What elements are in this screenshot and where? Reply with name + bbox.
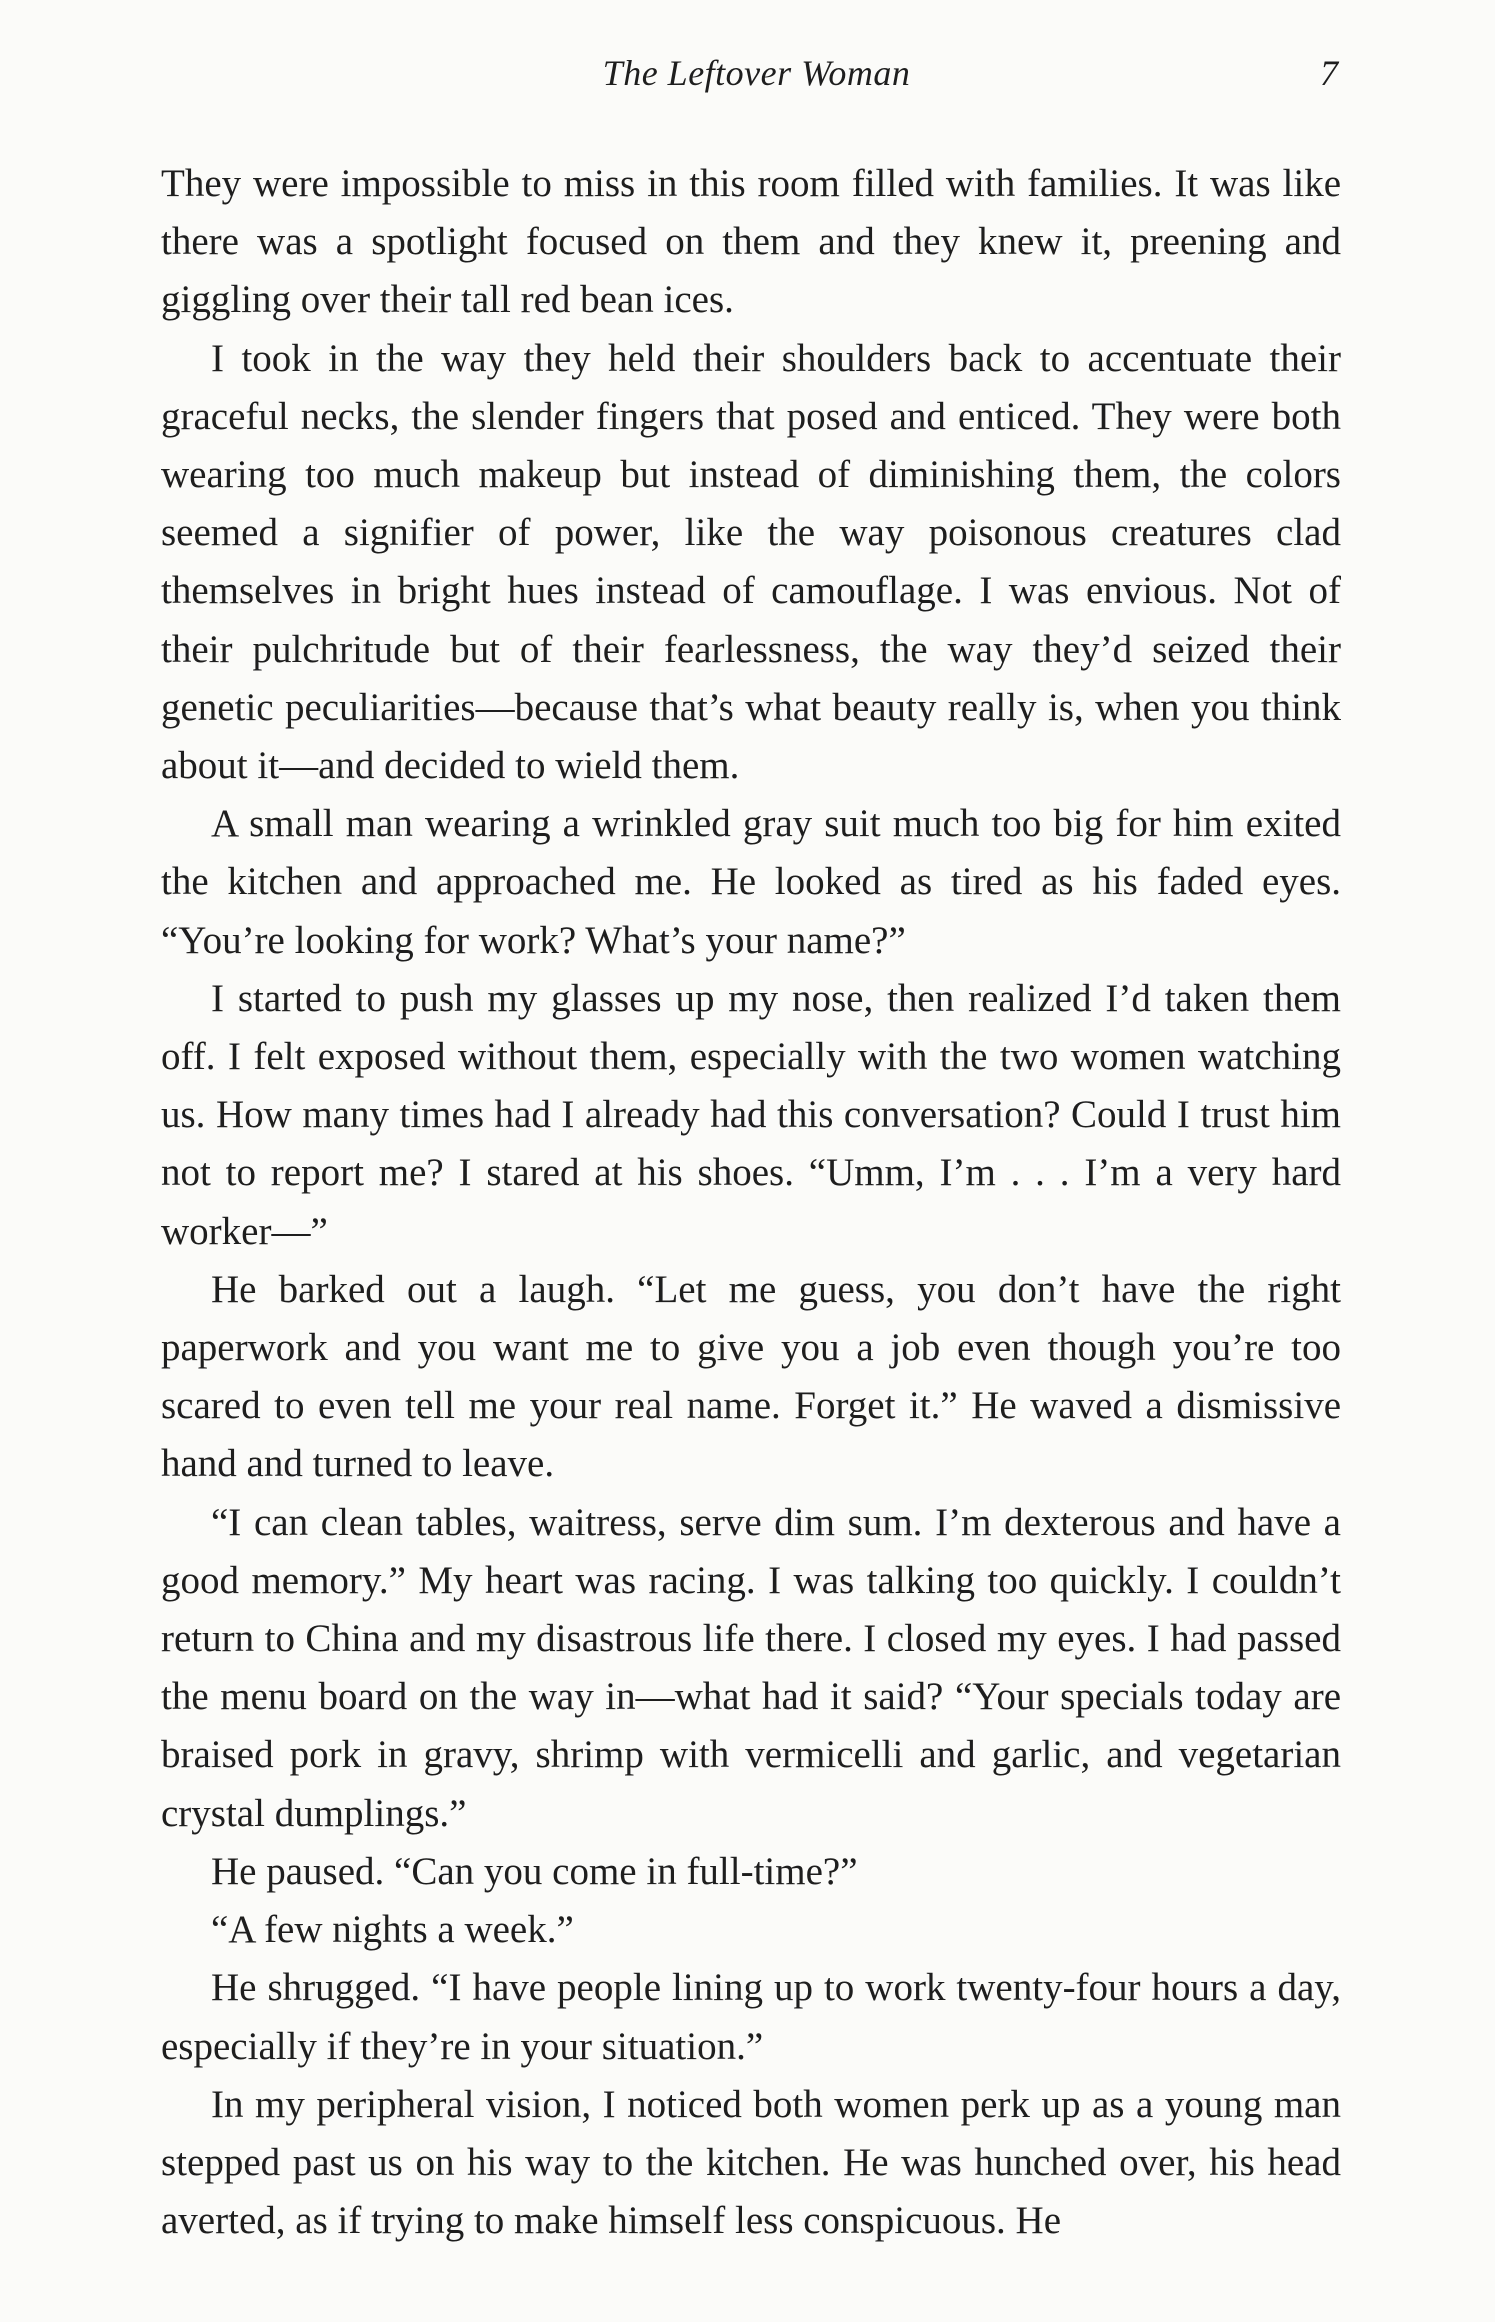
paragraph: “I can clean tables, waitress, serve dim sum. I’m dexterous and have a good memory.” My heart was racing. I was talking too quickly. I couldn’t return to China and my disastrous life there. I closed my eyes. I had passed the menu board on the way in—what had it said? “Your specials today are braised pork in gravy, shrimp with vermicelli and garlic, and vegetarian crystal dumplings.” — [161, 1500, 1341, 1835]
paragraph: In my peripheral vision, I noticed both women perk up as a young man stepped past us on his way to the kitchen. He was hunched over, his head averted, as if trying to make himself less conspicuous. He — [161, 2082, 1341, 2243]
body-text — [161, 155, 1341, 2250]
paragraph: “A few nights a week.” — [211, 1908, 574, 1952]
paragraph: A small man wearing a wrinkled gray suit much too big for him exited the kitchen and approached me. He looked as tired as his faded eyes. “You’re looking for work? What’s your name?” — [161, 802, 1341, 962]
paragraph: I started to push my glasses up my nose, then realized I’d taken them off. I felt exposed without them, especially with the two women watching us. How many times had I already had this conversation? Could I trust him not to report me? I stared at his shoes. “Umm, I’m . . . I’m a very hard worker—” — [161, 976, 1341, 1253]
paragraph: I took in the way they held their shoulders back to accentuate their graceful necks, the slender fingers that posed and enticed. They were both wearing too much makeup but instead of diminishing them, the colors seemed a signifier of power, like the way poisonous creatures clad themselves in bright hues instead of camouflage. I was envious. Not of their pulchritude but of their fearlessness, the way they’d seized their genetic peculiarities—because that’s what beauty really is, when you think about it—and decided to wield them. — [161, 336, 1341, 788]
paragraph: He paused. “Can you come in full-time?” — [211, 1849, 858, 1893]
running-title: The Leftover Woman — [602, 53, 911, 93]
page-number: 7 — [1320, 53, 1338, 93]
paragraph: They were impossible to miss in this room filled with families. It was like there was a spotlight focused on them and they knew it, preening and giggling over their tall red bean ices. — [161, 162, 1341, 322]
paragraph: He shrugged. “I have people lining up to work twenty-four hours a day, especially if they’re in your situation.” — [161, 1966, 1341, 2068]
paragraph: He barked out a laugh. “Let me guess, you don’t have the right paperwork and you want me to give you a job even though you’re too scared to even tell me your real name. Forget it.” He waved a dismissive hand and turned to leave. — [161, 1267, 1341, 1486]
